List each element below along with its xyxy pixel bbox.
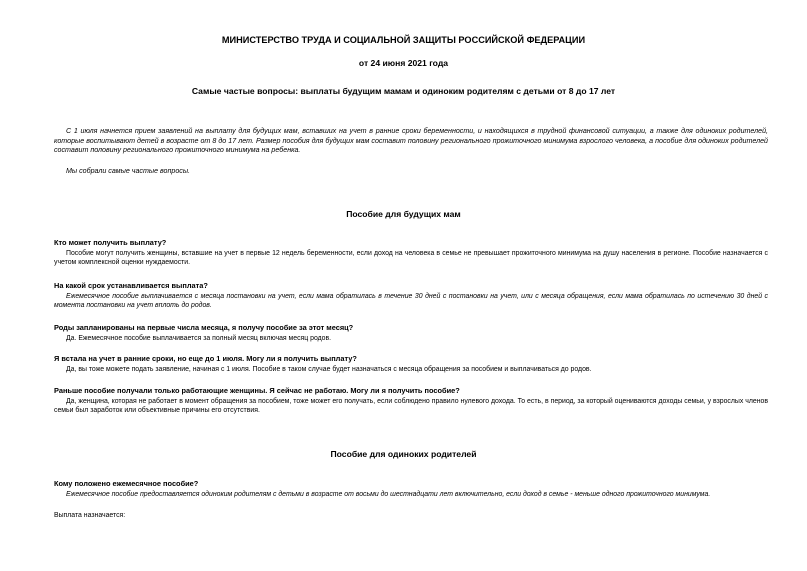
question-6: Кому положено ежемесячное пособие?	[54, 479, 199, 488]
document-title: Самые частые вопросы: выплаты будущим мамам и одиноким родителям с детьми от 8 до 17 лет	[191, 86, 616, 96]
question-2: На какой срок устанавливается выплата?	[54, 281, 208, 290]
payment-note: Выплата назначается:	[54, 512, 126, 519]
answer-1: Пособие могут получить женщины, вставшие на учет в первые 12 недель беременности, если доход на человека в семье не превышает прожиточного минимума на душу населения в регионе. Пособие назначается с учетом комплексной оценки нуждаемости.	[54, 250, 768, 267]
question-3: Роды запланированы на первые числа месяца, я получу пособие за этот месяц?	[54, 323, 354, 332]
question-1: Кто может получить выплату?	[54, 238, 167, 247]
answer-3: Да. Ежемесячное пособие выплачивается за полный месяц включая месяц родов.	[66, 335, 332, 342]
document-date: от 24 июня 2021 года	[358, 58, 449, 68]
ministry-heading: МИНИСТЕРСТВО ТРУДА И СОЦИАЛЬНОЙ ЗАЩИТЫ РОССИЙСКОЙ ФЕДЕРАЦИИ	[221, 35, 586, 45]
answer-2: Ежемесячное пособие выплачивается с месяца постановки на учет, если мама обратилась в течение 30 дней с постановки на учет, или с месяца обращения, если мама обратилась по истечению 30 дней с момента постановки на учет вплоть до родов.	[54, 293, 768, 310]
section-title-single-parents: Пособие для одиноких родителей	[330, 449, 477, 459]
question-4: Я встала на учет в ранние сроки, но еще до 1 июля. Могу ли я получить выплату?	[54, 354, 357, 363]
answer-6: Ежемесячное пособие предоставляется одиноким родителям с детьми в возрасте от восьми до шестнадцати лет включительно, если доход в семье - меньше одного прожиточного минимума.	[66, 491, 711, 498]
section-title-future-mothers: Пособие для будущих мам	[346, 209, 461, 219]
intro-paragraph: С 1 июля начнется прием заявлений на выплату для будущих мам, вставших на учет в ранние сроки беременности, и находящихся в трудной финансовой ситуации, а также для одиноких родителей, которые воспитывают детей в возрасте от 8 до 17 лет. Размер пособия для будущих мам составит половину регионального прожиточного минимума взрослого человека, а пособие для одиноких родителей составит половину регионального прожиточного минимума на ребенка.	[54, 127, 768, 155]
answer-4: Да, вы тоже можете подать заявление, начиная с 1 июля. Пособие в таком случае будет назначаться с месяца обращения за пособием и выплачиваться до родов.	[66, 366, 592, 373]
answer-5: Да, женщина, которая не работает в момент обращения за пособием, тоже может его получать, если соблюдено правило нулевого дохода. То есть, в период, за который оцениваются доходы семьи, у взрослых членов семьи был заработок или объективные причины его отсутствия.	[54, 398, 768, 415]
question-5: Раньше пособие получали только работающие женщины. Я сейчас не работаю. Могу ли я получить пособие?	[54, 386, 460, 395]
intro-note: Мы собрали самые частые вопросы.	[66, 167, 191, 175]
